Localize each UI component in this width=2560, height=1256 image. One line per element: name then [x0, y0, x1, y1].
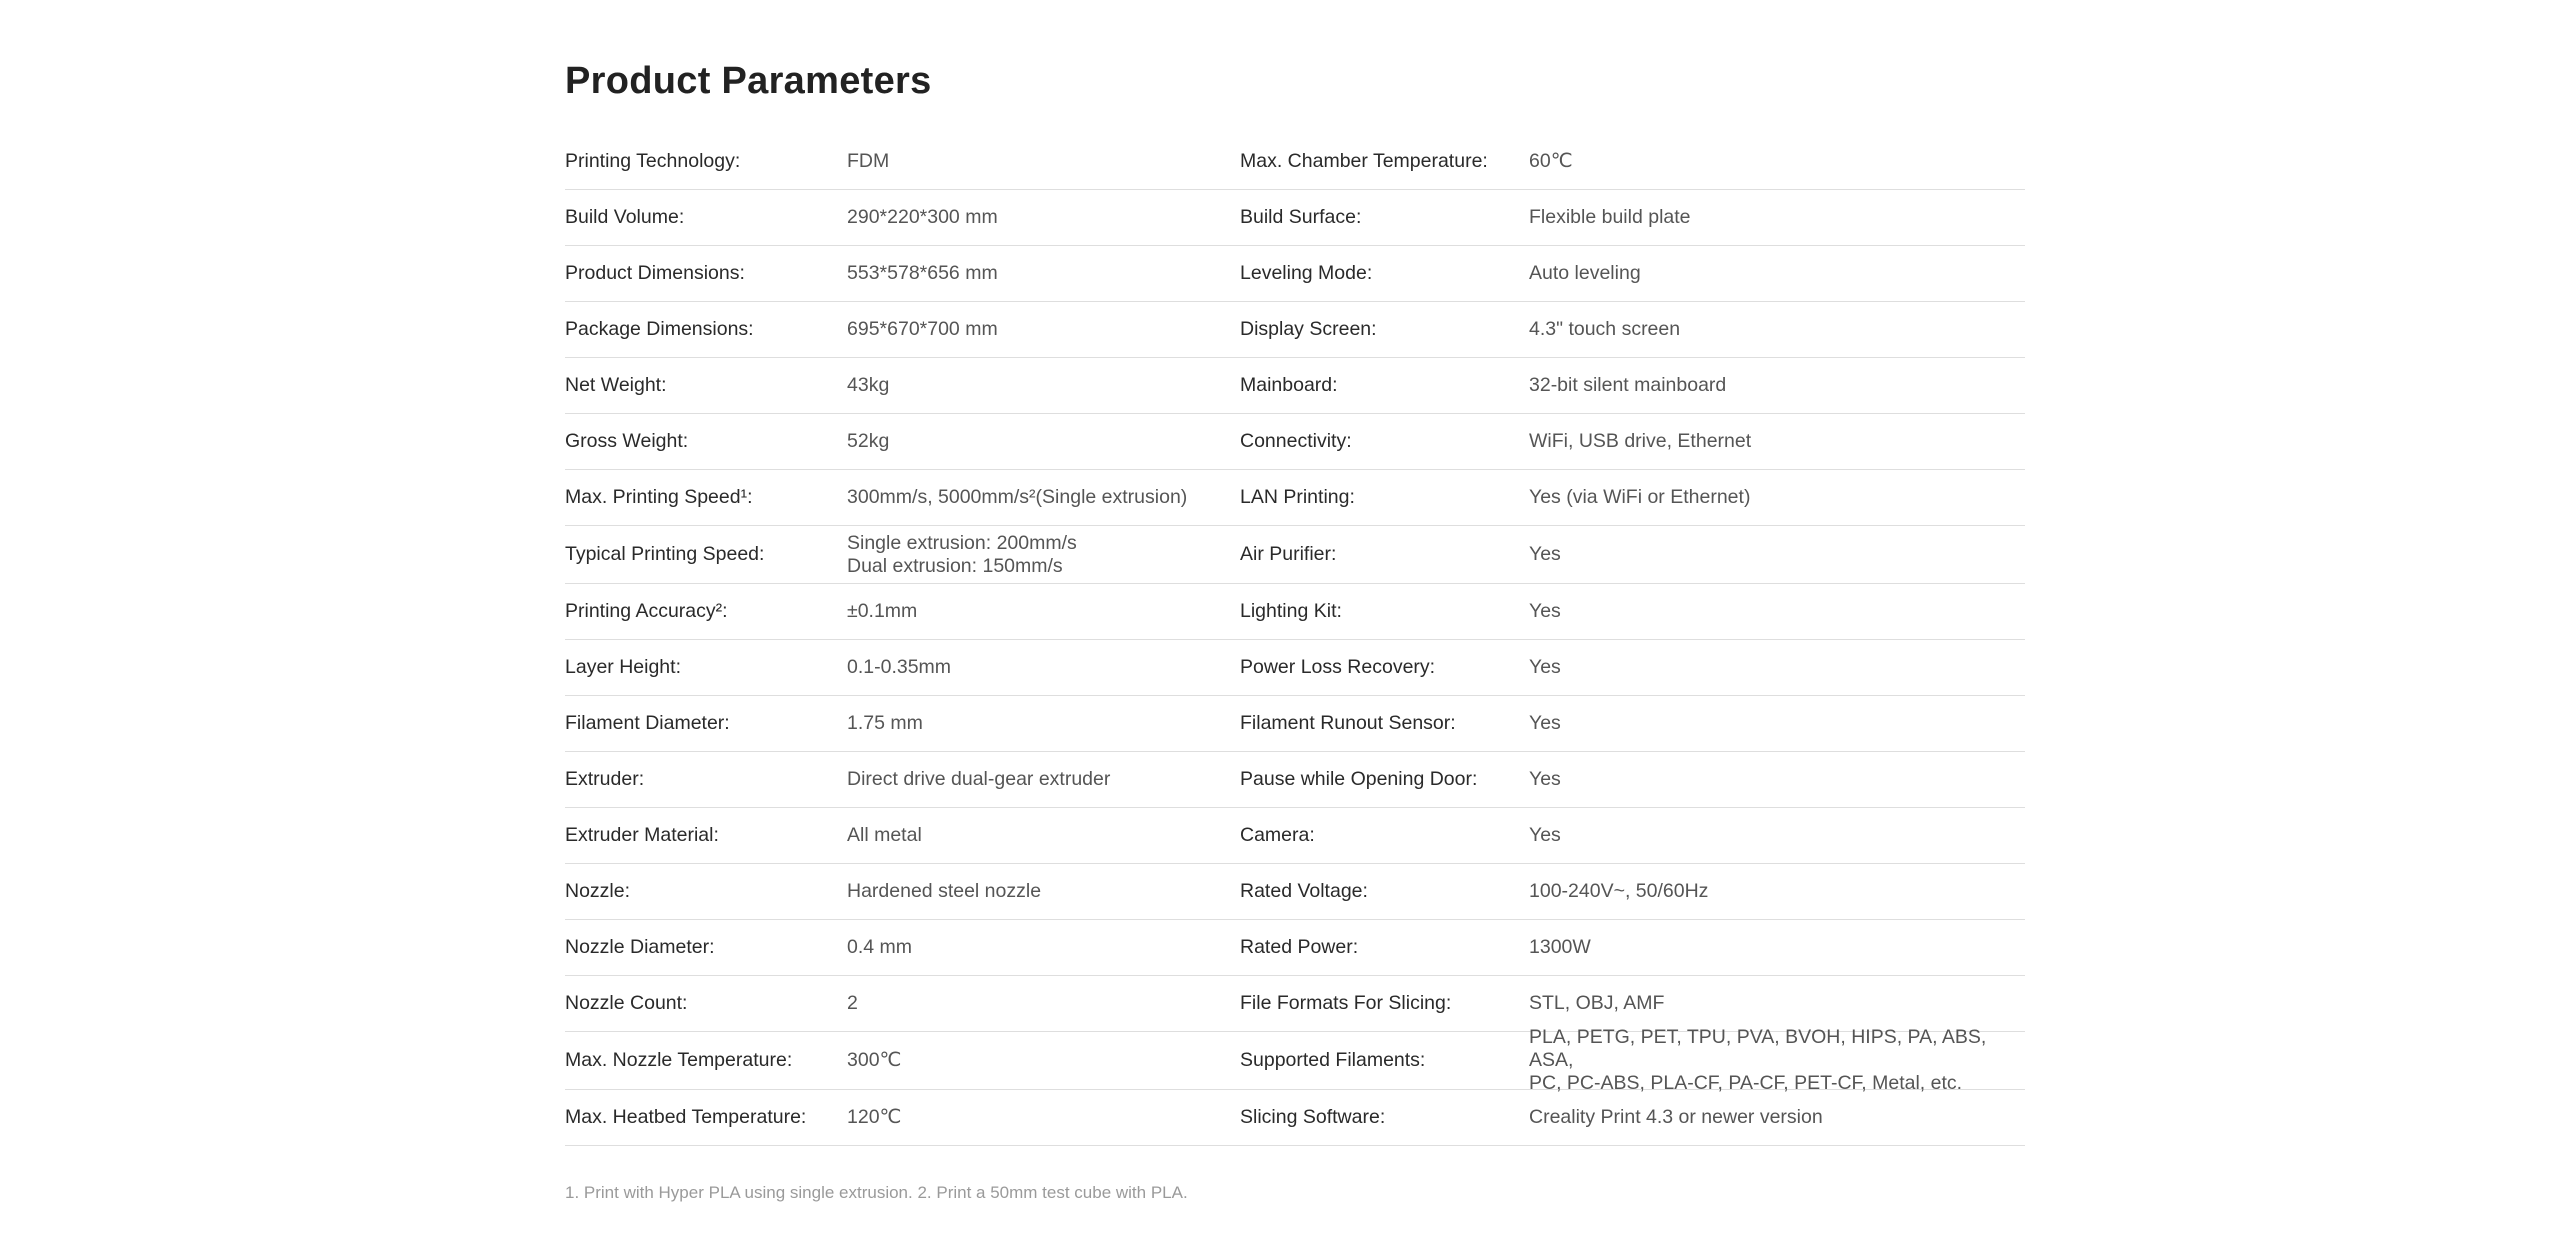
value-line: Yes: [1529, 768, 1561, 790]
param-label: Max. Nozzle Temperature:: [565, 1049, 793, 1071]
param-value: [1529, 1026, 2025, 1094]
table-row: [565, 808, 2025, 864]
param-label: Rated Voltage:: [1240, 880, 1368, 902]
table-row: [565, 864, 2025, 920]
param-value: [1529, 752, 2025, 807]
value-line: All metal: [847, 824, 922, 846]
param-value: [1529, 470, 2025, 525]
param-value: [847, 864, 1240, 919]
value-line: 553*578*656 mm: [847, 262, 998, 284]
table-row: [565, 302, 2025, 358]
value-line: Direct drive dual-gear extruder: [847, 768, 1111, 790]
param-label: Nozzle Diameter:: [565, 936, 715, 958]
param-value: [847, 584, 1240, 639]
value-line: FDM: [847, 150, 890, 172]
value-line: STL, OBJ, AMF: [1529, 992, 1665, 1014]
value-line: 0.4 mm: [847, 936, 913, 958]
param-label: Filament Runout Sensor:: [1240, 712, 1456, 734]
param-value: [847, 920, 1240, 975]
value-line: 52kg: [847, 430, 890, 452]
table-row: [565, 752, 2025, 808]
value-line: Dual extrusion: 150mm/s: [847, 554, 1063, 577]
param-label: Gross Weight:: [565, 430, 689, 452]
table-row: [565, 640, 2025, 696]
param-value: [1529, 808, 2025, 863]
table-row: [565, 414, 2025, 470]
param-label: Max. Chamber Temperature:: [1240, 150, 1488, 172]
param-label: Camera:: [1240, 824, 1315, 846]
table-row: [565, 246, 2025, 302]
param-label: Lighting Kit:: [1240, 600, 1342, 622]
table-row: [565, 190, 2025, 246]
param-value: [1529, 920, 2025, 975]
param-label: Display Screen:: [1240, 318, 1377, 340]
param-value: [1529, 584, 2025, 639]
param-value: [847, 526, 1240, 583]
param-label: Leveling Mode:: [1240, 262, 1373, 284]
value-line: Creality Print 4.3 or newer version: [1529, 1106, 1823, 1128]
param-value: [1529, 526, 2025, 583]
param-label: Extruder Material:: [565, 824, 719, 846]
param-label: Printing Accuracy²:: [565, 600, 728, 622]
param-label: Filament Diameter:: [565, 712, 730, 734]
value-line: WiFi, USB drive, Ethernet: [1529, 430, 1752, 452]
param-value: [847, 976, 1240, 1031]
value-line: 695*670*700 mm: [847, 318, 998, 340]
param-value: [847, 640, 1240, 695]
value-line: 290*220*300 mm: [847, 206, 998, 228]
param-label: Slicing Software:: [1240, 1106, 1386, 1128]
param-label: File Formats For Slicing:: [1240, 992, 1452, 1014]
param-label: Max. Printing Speed¹:: [565, 486, 753, 508]
param-value: [847, 696, 1240, 751]
param-label: Rated Power:: [1240, 936, 1359, 958]
param-label: Nozzle:: [565, 880, 631, 902]
param-value: [1529, 976, 2025, 1031]
param-label: Supported Filaments:: [1240, 1049, 1426, 1071]
param-label: Nozzle Count:: [565, 992, 688, 1014]
page-title: Product Parameters: [565, 60, 932, 102]
param-value: [847, 190, 1240, 245]
table-row: [565, 976, 2025, 1032]
param-value: [847, 302, 1240, 357]
param-label: Net Weight:: [565, 374, 667, 396]
param-label: Extruder:: [565, 768, 645, 790]
param-label: Build Surface:: [1240, 206, 1362, 228]
value-line: 120℃: [847, 1106, 902, 1128]
value-line: 300mm/s, 5000mm/s²(Single extrusion): [847, 486, 1188, 508]
table-row: [565, 526, 2025, 584]
value-line: Yes (via WiFi or Ethernet): [1529, 486, 1751, 508]
value-line: 4.3" touch screen: [1529, 318, 1681, 340]
param-label: Package Dimensions:: [565, 318, 754, 340]
table-row: [565, 584, 2025, 640]
value-line: Yes: [1529, 543, 1561, 565]
value-line: Yes: [1529, 600, 1561, 622]
value-line: PLA, PETG, PET, TPU, PVA, BVOH, HIPS, PA, ABS, ASA,: [1529, 1026, 1987, 1071]
parameters-table: [565, 134, 2025, 1146]
param-label: LAN Printing:: [1240, 486, 1355, 508]
value-line: 43kg: [847, 374, 890, 396]
value-line: ±0.1mm: [847, 600, 918, 622]
param-value: [1529, 864, 2025, 919]
param-label: Layer Height:: [565, 656, 681, 678]
param-value: [847, 414, 1240, 469]
value-line: Auto leveling: [1529, 262, 1641, 284]
param-value: [1529, 640, 2025, 695]
param-label: Air Purifier:: [1240, 543, 1337, 565]
param-value: [847, 246, 1240, 301]
param-label: Max. Heatbed Temperature:: [565, 1106, 807, 1128]
table-row: [565, 920, 2025, 976]
param-label: Printing Technology:: [565, 150, 741, 172]
param-label: Mainboard:: [1240, 374, 1338, 396]
value-line: Single extrusion: 200mm/s: [847, 531, 1077, 554]
param-value: [1529, 134, 2025, 189]
value-line: 2: [847, 992, 858, 1014]
param-value: [1529, 358, 2025, 413]
table-row: [565, 470, 2025, 526]
param-value: [847, 470, 1240, 525]
value-line: 300℃: [847, 1049, 902, 1071]
value-line: 60℃: [1529, 150, 1573, 172]
param-value: [1529, 414, 2025, 469]
param-value: [1529, 190, 2025, 245]
value-line: Hardened steel nozzle: [847, 880, 1042, 902]
param-value: [1529, 246, 2025, 301]
param-value: [847, 808, 1240, 863]
table-row: [565, 1026, 2025, 1094]
param-value: [847, 1032, 1240, 1089]
table-row: [565, 358, 2025, 414]
value-line: Flexible build plate: [1529, 206, 1691, 228]
table-row: [565, 1090, 2025, 1146]
param-label: Connectivity:: [1240, 430, 1352, 452]
param-value: [847, 134, 1240, 189]
value-line: PC, PC-ABS, PLA-CF, PA-CF, PET-CF, Metal, etc.: [1529, 1072, 1963, 1094]
param-label: Power Loss Recovery:: [1240, 656, 1436, 678]
value-line: 1.75 mm: [847, 712, 923, 734]
value-line: Yes: [1529, 712, 1561, 734]
value-line: 32-bit silent mainboard: [1529, 374, 1727, 396]
value-line: 0.1-0.35mm: [847, 656, 952, 678]
value-line: Yes: [1529, 824, 1561, 846]
param-value: [847, 358, 1240, 413]
param-value: [847, 752, 1240, 807]
value-line: 1300W: [1529, 936, 1591, 958]
param-label: Typical Printing Speed:: [565, 543, 765, 565]
value-line: Yes: [1529, 656, 1561, 678]
table-row: [565, 696, 2025, 752]
param-label: Product Dimensions:: [565, 262, 745, 284]
param-value: [1529, 696, 2025, 751]
table-row: [565, 134, 2025, 190]
param-label: Pause while Opening Door:: [1240, 768, 1478, 790]
param-value: [1529, 302, 2025, 357]
param-value: [847, 1090, 1240, 1145]
param-label: Build Volume:: [565, 206, 685, 228]
param-value: [1529, 1090, 2025, 1145]
footnote: 1. Print with Hyper PLA using single extrusion. 2. Print a 50mm test cube with PLA.: [565, 1183, 1188, 1202]
value-line: 100-240V~, 50/60Hz: [1529, 880, 1709, 902]
